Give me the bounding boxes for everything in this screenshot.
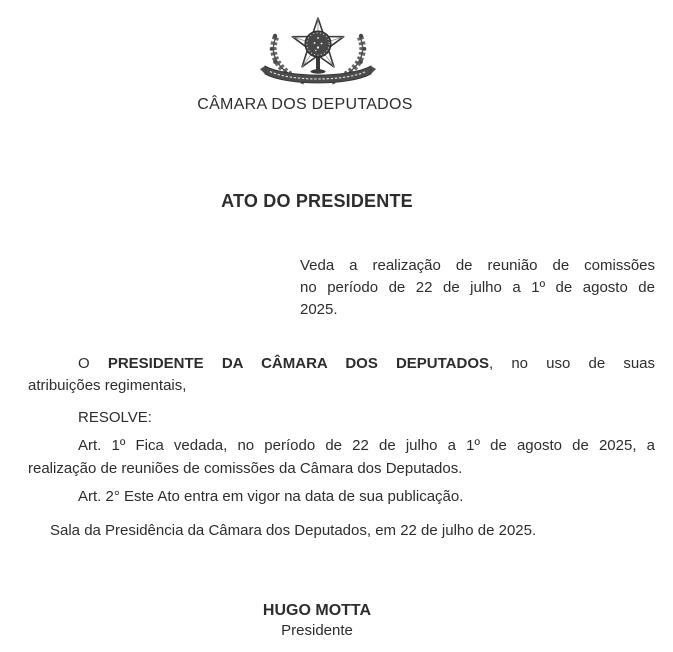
preamble-line-1 <box>78 353 655 375</box>
article-1-line-2: realização de reuniões de comissões da Câmara dos Deputados. <box>28 460 463 477</box>
signature-name: HUGO MOTTA <box>262 602 372 619</box>
org-name: CÂMARA DOS DEPUTADOS <box>197 96 413 113</box>
document-title: ATO DO PRESIDENTE <box>221 191 413 211</box>
article-2: Art. 2° Este Ato entra em vigor na data de sua publicação. <box>78 488 464 505</box>
ementa-line-3: 2025. <box>300 301 338 318</box>
ementa-line-2: no período de 22 de julho a 1º de agosto de <box>300 279 655 296</box>
preamble-suffix: , no uso de suas <box>489 355 656 372</box>
ementa-line-1: Veda a realização de reunião de comissões <box>300 257 655 274</box>
preamble-authority: PRESIDENTE DA CÂMARA DOS DEPUTADOS <box>107 355 490 372</box>
article-1-line-1: Art. 1º Fica vedada, no período de 22 de julho a 1º de agosto de 2025, a <box>78 437 655 454</box>
signature-role: Presidente <box>281 622 353 639</box>
preamble-line-2: atribuições regimentais, <box>28 377 187 394</box>
coat-of-arms-icon <box>259 13 377 93</box>
place-date-line: Sala da Presidência da Câmara dos Deputados, em 22 de julho de 2025. <box>50 522 537 539</box>
resolve-label: RESOLVE: <box>78 409 152 426</box>
preamble-prefix: O <box>78 355 90 372</box>
